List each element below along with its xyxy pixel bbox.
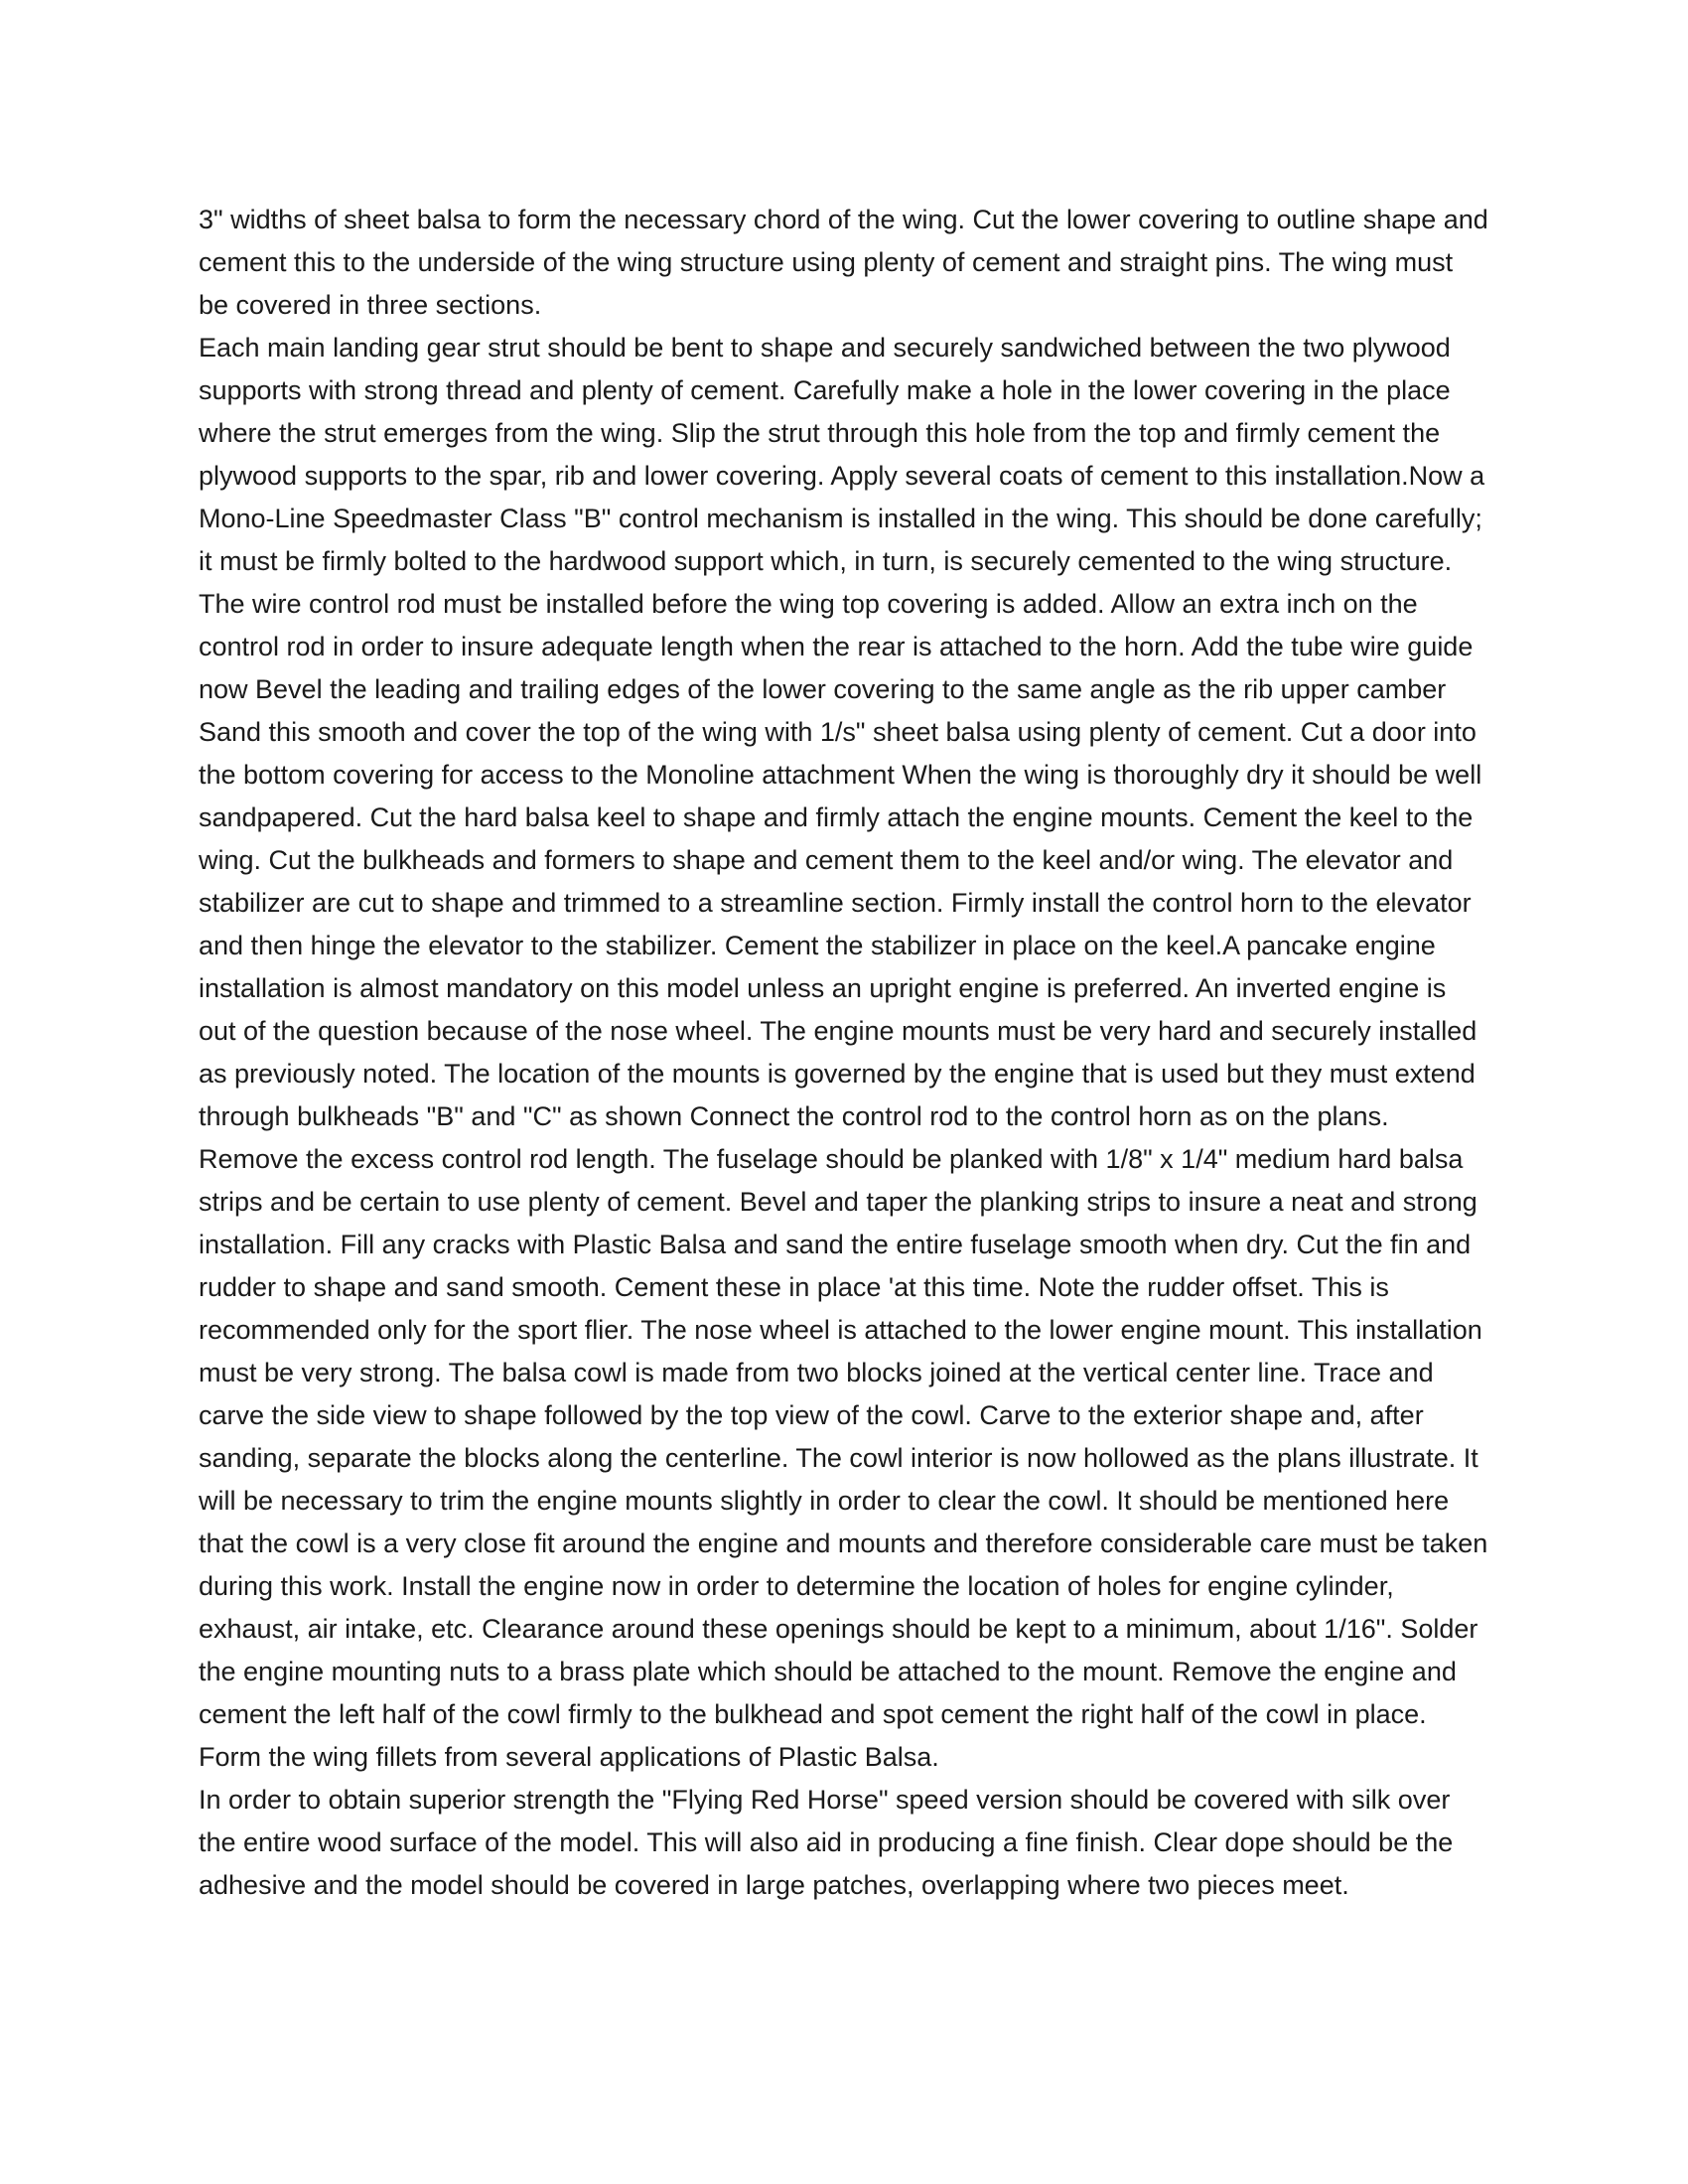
paragraph-construction-steps: Each main landing gear strut should be bent to shape and securely sandwiched between the two plywood supports with strong thread and plenty of cement. Carefully make a hole in the lower covering in the place where the strut emerges from the wing. Slip the strut through this hole from the top and firmly cement the plywood supports to the spar, rib and lower covering. Apply several coats of cement to this installation.Now a Mono-Line Speedmaster Class "B" control mechanism is installed in the wing. This should be done carefully; it must be firmly bolted to the hardwood support which, in turn, is securely cemented to the wing structure. The wire control rod must be installed before the wing top covering is added. Allow an extra inch on the control rod in order to insure adequate length when the rear is attached to the horn. Add the tube wire guide now Bevel the leading and trailing edges of the lower covering to the same angle as the rib upper camber Sand this smooth and cover the top of the wing with 1/s" sheet balsa using plenty of cement. Cut a door into the bottom covering for access to the Monoline attachment When the wing is thoroughly dry it should be well sandpapered. Cut the hard balsa keel to shape and firmly attach the engine mounts. Cement the keel to the wing. Cut the bulkheads and formers to shape and cement them to the keel and/or wing. The elevator and stabilizer are cut to shape and trimmed to a streamline section. Firmly install the control horn to the elevator and then hinge the elevator to the stabilizer. Cement the stabilizer in place on the keel.A pancake engine installation is almost mandatory on this model unless an upright engine is preferred. An inverted engine is out of the question because of the nose wheel. The engine mounts must be very hard and securely installed as previously noted. The location of the mounts is governed by the engine that is used but they must extend through bulkheads "B" and "C" as shown Connect the control rod to the control horn as on the plans. Remove the excess control rod length. The fuselage should be planked with 1/8" x 1/4" medium hard balsa strips and be certain to use plenty of cement. Bevel and taper the planking strips to insure a neat and strong installation. Fill any cracks with Plastic Balsa and sand the entire fuselage smooth when dry. Cut the fin and rudder to shape and sand smooth. Cement these in place 'at this time. Note the rudder offset. This is recommended only for the sport flier. The nose wheel is attached to the lower engine mount. This installation must be very strong. The balsa cowl is made from two blocks joined at the vertical center line. Trace and carve the side view to shape followed by the top view of the cowl. Carve to the exterior shape and, after sanding, separate the blocks along the centerline. The cowl interior is now hollowed as the plans illustrate. It will be necessary to trim the engine mounts slightly in order to clear the cowl. It should be mentioned here that the cowl is a very close fit around the engine and mounts and therefore considerable care must be taken during this work. Install the engine now in order to determine the location of holes for engine cylinder, exhaust, air intake, etc. Clearance around these openings should be kept to a minimum, about 1/16". Solder the engine mounting nuts to a brass plate which should be attached to the mount. Remove the engine and cement the left half of the cowl firmly to the bulkhead and spot cement the right half of the cowl in place. Form the wing fillets from several applications of Plastic Balsa. — [199, 333, 1488, 1772]
document-page — [199, 199, 1489, 1907]
paragraph-wing-covering: 3" widths of sheet balsa to form the necessary chord of the wing. Cut the lower covering to outline shape and cement this to the underside of the wing structure using plenty of cement and straight pins. The wing must be covered in three sections. — [199, 205, 1488, 320]
paragraph-silk-covering: In order to obtain superior strength the "Flying Red Horse" speed version should be covered with silk over the entire wood surface of the model. This will also aid in producing a fine finish. Clear dope should be the adhesive and the model should be covered in large patches, overlapping where two pieces meet. — [199, 1785, 1454, 1900]
